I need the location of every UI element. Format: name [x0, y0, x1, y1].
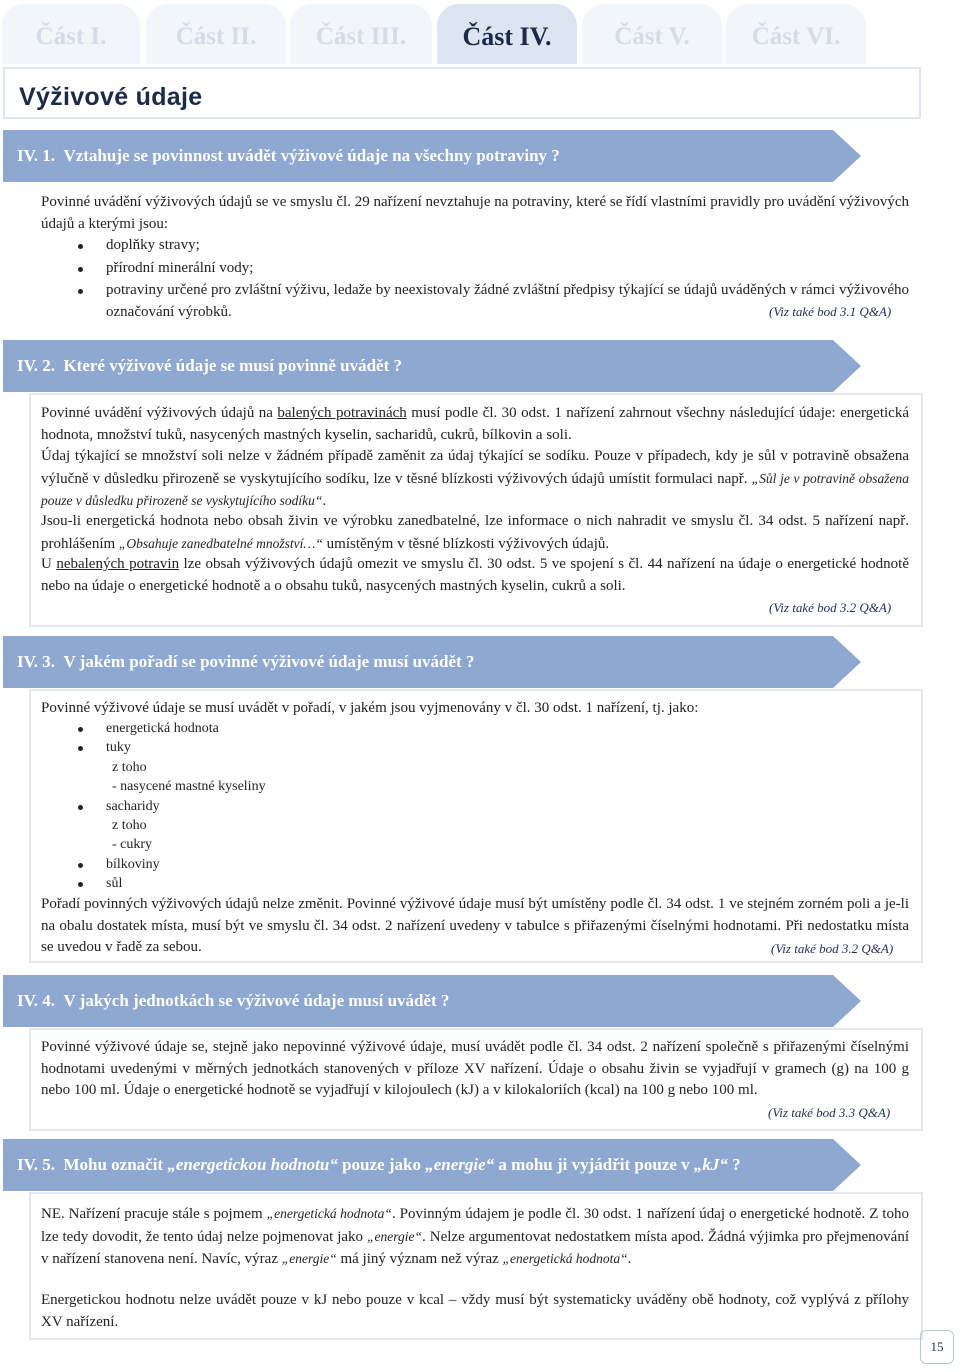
bullet-icon: [78, 805, 83, 810]
list-item: tuky: [106, 740, 131, 756]
s5-paragraph-1: [41, 1203, 909, 1271]
section-number: IV. 4.: [17, 991, 55, 1010]
text-run: Povinné uvádění výživových údajů na: [41, 405, 278, 421]
text-run: a mohu ji vyjádřit pouze v: [494, 1155, 694, 1174]
text-run: umístěným v těsné blízkosti výživových údajů.: [322, 535, 610, 552]
tab-part-5[interactable]: Část V.: [582, 4, 722, 64]
section-title: [17, 1139, 741, 1191]
list-item: energetická hodnota: [106, 721, 219, 736]
italic-phrase: „Obsahuje zanedbatelné množství…“: [118, 535, 323, 551]
text-run: NE. Nařízení pracuje stále s pojmem: [41, 1206, 267, 1222]
text-run: Údaj týkající se množství soli nelze v žádném případě zaměnit za údaj týkající se sodíku. Pouze v případech, kdy je sůl v potravině obsažena výlučně v důsledku přirozeně se vyskytujícího sodíku, lze v těsné blízkosti výživových údajů umístit formulaci např.: [41, 448, 909, 487]
italic-phrase: „energie“: [367, 1228, 423, 1244]
italic-phrase: „kJ“: [693, 1155, 728, 1174]
section-number: IV. 5.: [17, 1155, 55, 1174]
s2-paragraph-3: [41, 511, 909, 555]
section-header-iv1: [3, 130, 861, 182]
italic-phrase: „energetická hodnota“: [502, 1251, 628, 1266]
section-title: [17, 975, 449, 1027]
italic-phrase: „energie“: [281, 1251, 337, 1266]
section-question: Vztahuje se povinnost uvádět výživové údaje na všechny potraviny ?: [63, 146, 560, 165]
text-run: pouze jako: [337, 1155, 426, 1174]
section-question: Které výživové údaje se musí povinně uvádět ?: [63, 356, 403, 375]
s1-reference: (Viz také bod 3.1 Q&A): [769, 304, 892, 319]
s3-outro: Pořadí povinných výživových údajů nelze změnit. Povinné výživové údaje musí být umístěny podle čl. 34 odst. 1 ve stejném zorném poli a je-li na obalu dostatek místa, musí být ve smyslu čl. 34 odst. 2 nařízení uvedeny v tabulce s přiřazenými číselnými hodnotami. Při nedostatku místa se uvedou v řadě za sebou.: [41, 896, 909, 955]
part-tabs: [0, 0, 960, 64]
s2-reference: (Viz také bod 3.2 Q&A): [769, 600, 892, 615]
bullet-icon: [78, 727, 83, 732]
tab-part-3[interactable]: Část III.: [290, 4, 432, 64]
text-run: lze obsah výživových údajů omezit ve smyslu čl. 30 odst. 5 ve spojení s čl. 44 nařízení na údaje o energetické hodnotě nebo na údaje o energetické hodnotě a o obsahu tuků, nasycených mastných kyselin, cukrů a soli.: [41, 556, 909, 594]
section-number: IV. 1.: [17, 146, 55, 165]
text-run: .: [322, 493, 327, 509]
tab-part-2[interactable]: Část II.: [146, 4, 286, 64]
section-question: V jakém pořadí se povinné výživové údaje musí uvádět ?: [63, 652, 475, 671]
s5-paragraph-2: Energetickou hodnotu nelze uvádět pouze v kJ nebo pouze v kcal – vždy musí být systematicky uváděny obě hodnoty, což vyplývá z přílohy XV nařízení.: [41, 1292, 909, 1330]
list-item: - cukry: [112, 837, 153, 853]
list-item: z toho: [112, 818, 147, 833]
s2-paragraph-1: [41, 403, 909, 446]
italic-phrase: „energie“: [425, 1155, 495, 1174]
section-header-iv2: [3, 340, 861, 392]
bullet-icon: [78, 863, 83, 868]
s2-paragraph-4: [41, 554, 909, 597]
tab-part-1[interactable]: Část I.: [2, 4, 140, 64]
underlined-term: balených potravinách: [277, 405, 407, 421]
section-header-iv3: [3, 636, 861, 688]
text-run: musí podle čl. 30 odst. 1 nařízení zahrnout všechny následující údaje: energetická hodnota, množství tuků, nasycených mastných kyselin, sacharidů, cukrů, bílkovin a soli.: [41, 405, 909, 443]
s4-text: Povinné výživové údaje se, stejně jako nepovinné výživové údaje, musí uvádět podle čl. 34 odst. 2 nařízení společně s přiřazenými číselnými hodnotami uvedenými v měrných jednotkách stanovených v příloze XV nařízení. Údaje o obsahu živin se vyjadřují v gramech (g) na 100 g nebo 100 ml. Údaje o energetické hodnotě se vyjadřují v kilojoulech (kJ) a v kilokaloriích (kcal) na 100 g nebo 100 ml.: [41, 1039, 909, 1098]
list-item: sůl: [106, 876, 123, 892]
list-item: - nasycené mastné kyseliny: [112, 779, 266, 795]
text-run: Mohu označit: [63, 1155, 168, 1174]
italic-phrase: „Sůl je v potravině obsažena pouze v důsledku přirozeně se vyskytujícího sodíku“: [41, 470, 910, 508]
tab-part-4[interactable]: Část IV.: [437, 4, 577, 64]
section-number: IV. 3.: [17, 652, 55, 671]
s1-bullet-3: potraviny určené pro zvláštní výživu, ledaže by neexistovaly žádné zvláštní předpisy týkající se údajů uváděných v rámci výživového označování výrobků.: [106, 282, 909, 320]
section-number: IV. 2.: [17, 356, 55, 375]
s3-reference: (Viz také bod 3.2 Q&A): [771, 941, 894, 956]
section-question: [63, 1155, 740, 1175]
s3-intro: Povinné výživové údaje se musí uvádět v pořadí, v jakém jsou vyjmenovány v čl. 30 odst. 1 nařízení, tj. jako:: [41, 700, 699, 716]
bullet-icon: [78, 267, 83, 272]
page-number: 15: [920, 1330, 954, 1364]
bullet-icon: [78, 244, 83, 249]
section-title: [17, 636, 474, 688]
s1-bullet-1: doplňky stravy;: [106, 237, 200, 253]
s1-intro: Povinné uvádění výživových údajů se ve smyslu čl. 29 nařízení nevztahuje na potraviny, které se řídí vlastními pravidly pro uvádění výživových údajů a kterými jsou:: [41, 194, 909, 232]
section-header-iv4: [3, 975, 861, 1027]
text-run: U: [41, 556, 57, 572]
page-title-box: [3, 67, 921, 119]
section-header-iv5: [3, 1139, 861, 1191]
section-title: [17, 340, 402, 392]
text-run: má jiný význam než výraz: [336, 1251, 503, 1267]
list-item: z toho: [112, 759, 147, 775]
page-title: Výživové údaje: [19, 83, 203, 111]
italic-phrase: „energetickou hodnotu“: [167, 1155, 338, 1174]
text-run: . Nelze argumentovat nedostatkem místa apod. Žádná výjimka pro přejmenování v nařízení stanovena není. Navíc, výraz: [41, 1228, 909, 1267]
text-run: Jsou-li energetická hodnota nebo obsah živin ve výrobku zanedbatelné, lze informace o nich nahradit ve smyslu čl. 34 odst. 5 nařízení např. prohlášením: [41, 513, 909, 552]
list-item: bílkoviny: [106, 856, 160, 872]
text-run: ?: [727, 1155, 741, 1174]
text-run: .: [627, 1251, 632, 1267]
section-question: V jakých jednotkách se výživové údaje musí uvádět ?: [63, 991, 450, 1010]
s4-reference: (Viz také bod 3.3 Q&A): [768, 1105, 891, 1120]
list-item: sacharidy: [106, 798, 160, 814]
section-title: [17, 130, 560, 182]
s1-bullet-2: přírodní minerální vody;: [106, 260, 254, 276]
underlined-term: nebalených potravin: [56, 556, 180, 572]
text-run: . Povinným údajem je podle čl. 30 odst. 1 nařízení údaj o energetické hodnotě. Z toho lze tedy dovodit, že tento údaj nelze pojmenovat jako: [41, 1206, 909, 1245]
bullet-icon: [78, 289, 83, 294]
italic-phrase: „energetická hodnota“: [266, 1206, 392, 1221]
tab-part-6[interactable]: Část VI.: [726, 4, 866, 64]
s2-paragraph-2: [41, 446, 909, 513]
